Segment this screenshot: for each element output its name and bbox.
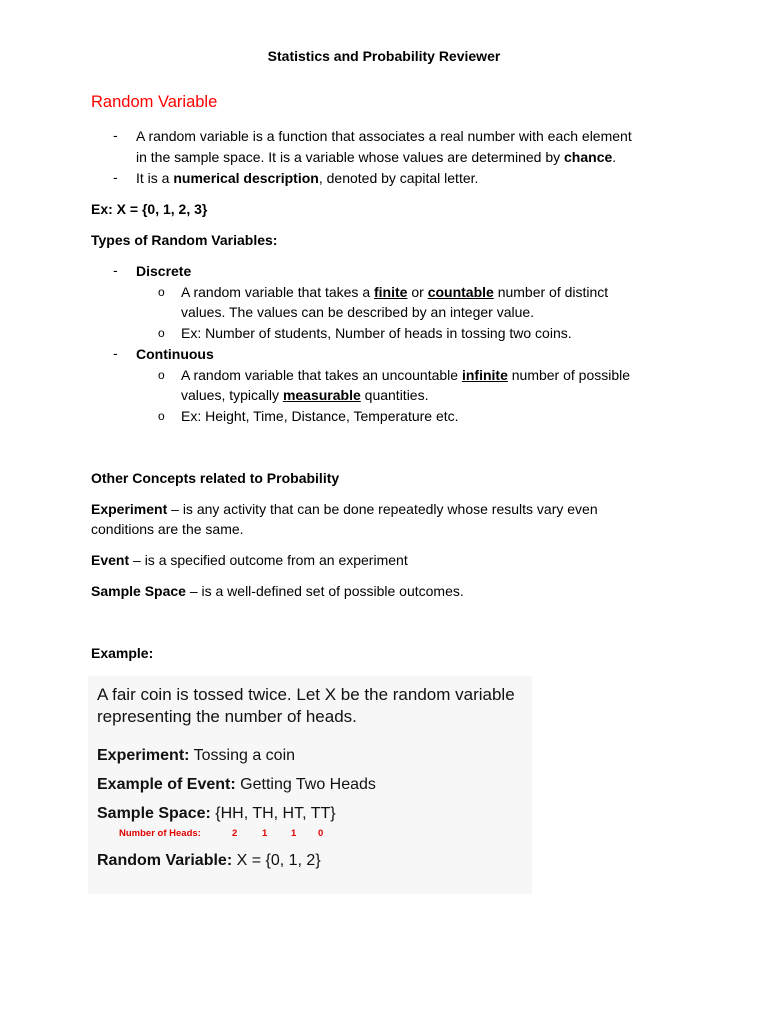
experiment-def-line-2: conditions are the same. (91, 521, 244, 537)
bullet-dash: - (113, 169, 118, 185)
example-random-variable: Random Variable: X = {0, 1, 2} (97, 852, 321, 869)
experiment-def-line-1: Experiment – is any activity that can be done repeatedly whose results vary even (91, 501, 598, 517)
discrete-def-line-1: A random variable that takes a finite or countable number of distinct (181, 284, 609, 300)
example-image (88, 676, 532, 894)
section-heading-random-variable: Random Variable (91, 93, 218, 111)
continuous-def-line-2: values, typically measurable quantities. (181, 387, 429, 403)
other-concepts-heading: Other Concepts related to Probability (91, 470, 340, 486)
example-experiment: Experiment: Tossing a coin (97, 747, 296, 764)
example-event: Example of Event: Getting Two Heads (97, 776, 376, 793)
continuous-def-line-1: A random variable that takes an uncountable infinite number of possible (181, 367, 631, 383)
bullet-1-line-1: A random variable is a function that associates a real number with each element (136, 128, 632, 144)
bullet-1-line-2: in the sample space. It is a variable whose values are determined by chance. (136, 149, 617, 165)
circle-bullet-icon: o (158, 409, 165, 423)
number-of-heads-label: Number of Heads: (119, 828, 201, 839)
bullet-dash: - (113, 262, 118, 278)
circle-bullet-icon: o (158, 368, 165, 382)
discrete-example: Ex: Number of students, Number of heads in tossing two coins. (181, 325, 572, 341)
continuous-label: Continuous (136, 346, 214, 362)
circle-bullet-icon: o (158, 285, 165, 299)
heads-value: 2 (232, 828, 238, 839)
example-heading: Example: (91, 645, 154, 661)
types-heading: Types of Random Variables: (91, 232, 278, 248)
discrete-def-line-2: values. The values can be described by an integer value. (181, 304, 535, 320)
event-def: Event – is a specified outcome from an experiment (91, 552, 408, 568)
example-x: Ex: X = {0, 1, 2, 3} (91, 201, 208, 217)
heads-value: 1 (291, 828, 297, 839)
bullet-2: It is a numerical description, denoted by capital letter. (136, 170, 479, 186)
bullet-dash: - (113, 127, 118, 143)
continuous-example: Ex: Height, Time, Distance, Temperature etc. (181, 408, 459, 424)
example-sample-space: Sample Space: {HH, TH, HT, TT} (97, 805, 336, 822)
heads-value: 1 (262, 828, 268, 839)
example-line-2: representing the number of heads. (97, 707, 357, 726)
bullet-dash: - (113, 345, 118, 361)
circle-bullet-icon: o (158, 326, 165, 340)
discrete-label: Discrete (136, 263, 192, 279)
document-title: Statistics and Probability Reviewer (267, 48, 501, 64)
heads-value: 0 (318, 828, 324, 839)
sample-space-def: Sample Space – is a well-defined set of possible outcomes. (91, 583, 464, 599)
example-line-1: A fair coin is tossed twice. Let X be the random variable (97, 685, 515, 704)
